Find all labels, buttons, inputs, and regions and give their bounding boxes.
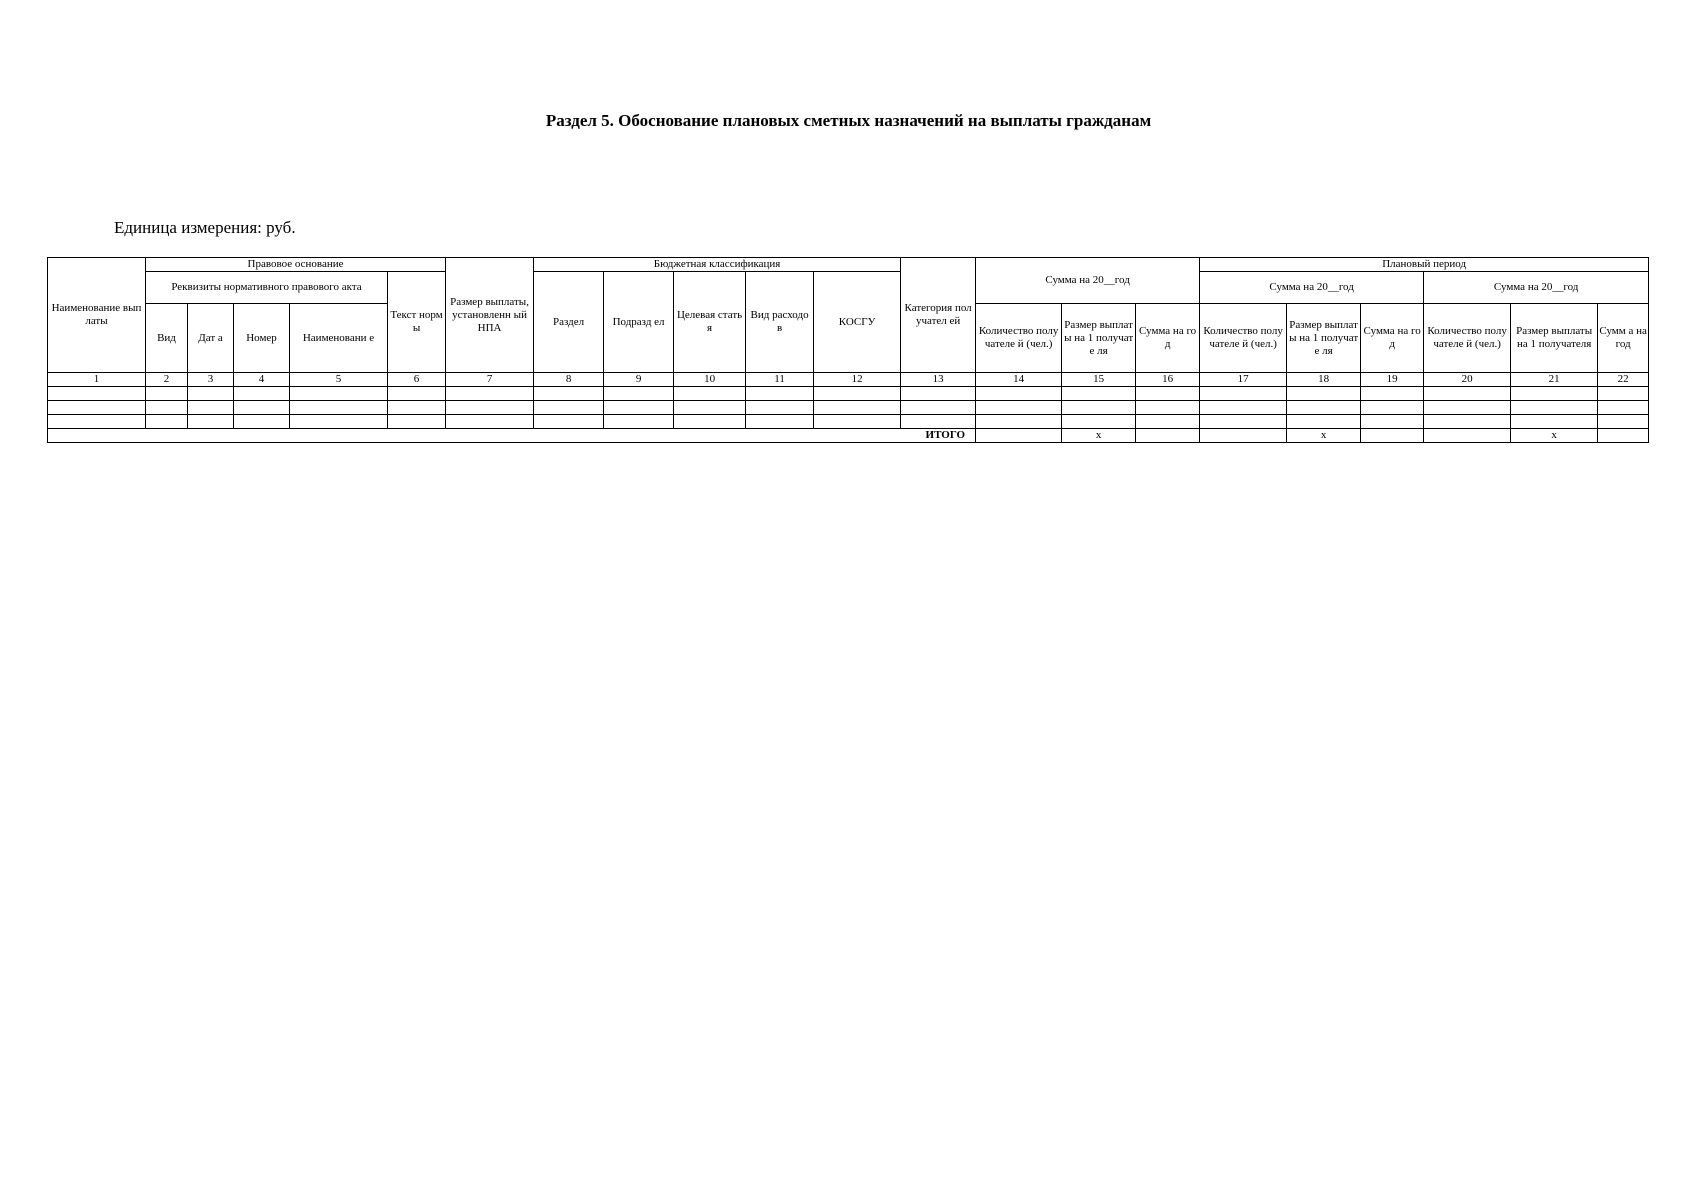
table-cell — [234, 415, 290, 429]
column-number: 2 — [146, 373, 188, 387]
header-payment-amount: Размер выплаты, установленн ый НПА — [446, 258, 534, 373]
column-number: 19 — [1361, 373, 1424, 387]
table-cell — [814, 401, 901, 415]
header-year-sum-1: Сумма на год — [1136, 304, 1200, 373]
column-number: 3 — [188, 373, 234, 387]
table-cell — [604, 401, 674, 415]
total-cell: x — [1062, 429, 1136, 443]
table-cell — [901, 401, 976, 415]
header-kind: Вид — [146, 304, 188, 373]
column-number: 7 — [446, 373, 534, 387]
table-cell — [234, 387, 290, 401]
table-cell — [48, 415, 146, 429]
table-cell — [388, 401, 446, 415]
header-row-2 — [48, 272, 1649, 304]
header-recipients-count-3: Количество получателе й (чел.) — [1424, 304, 1511, 373]
column-number: 8 — [534, 373, 604, 387]
table-cell — [1062, 415, 1136, 429]
total-cell — [1200, 429, 1287, 443]
column-number: 13 — [901, 373, 976, 387]
table-cell — [604, 415, 674, 429]
table-cell — [1598, 387, 1649, 401]
header-recipient-category: Категория получател ей — [901, 258, 976, 373]
table-cell — [290, 415, 388, 429]
table-cell — [1598, 415, 1649, 429]
column-number: 15 — [1062, 373, 1136, 387]
table-cell — [290, 401, 388, 415]
column-number: 20 — [1424, 373, 1511, 387]
table-cell — [1511, 415, 1598, 429]
header-sum-year-3: Сумма на 20__год — [1424, 272, 1649, 304]
table-cell — [746, 387, 814, 401]
table-cell — [1136, 415, 1200, 429]
table-cell — [290, 387, 388, 401]
column-number: 16 — [1136, 373, 1200, 387]
total-cell — [1424, 429, 1511, 443]
header-planned-period: Плановый период — [1200, 258, 1649, 272]
column-number: 14 — [976, 373, 1062, 387]
table-cell — [146, 401, 188, 415]
table-cell — [1136, 387, 1200, 401]
header-section: Раздел — [534, 272, 604, 373]
header-recipients-count-2: Количество получателе й (чел.) — [1200, 304, 1287, 373]
table-cell — [674, 387, 746, 401]
table-cell — [976, 387, 1062, 401]
table-cell — [1287, 401, 1361, 415]
table-cell — [188, 401, 234, 415]
column-numbers-row — [48, 373, 1649, 387]
table-cell — [901, 387, 976, 401]
table-cell — [1424, 401, 1511, 415]
header-year-sum-2: Сумма на год — [1361, 304, 1424, 373]
header-payment-name: Наименование выплаты — [48, 258, 146, 373]
header-act-name: Наименовани е — [290, 304, 388, 373]
header-act-details: Реквизиты нормативного правового акта — [146, 272, 388, 304]
table-cell — [1200, 401, 1287, 415]
table-cell — [1361, 387, 1424, 401]
table-cell — [1200, 387, 1287, 401]
measurement-unit: Единица измерения: руб. — [114, 218, 296, 237]
table-cell — [1062, 401, 1136, 415]
header-per-recipient-1: Размер выплаты на 1 получате ля — [1062, 304, 1136, 373]
table-cell — [1361, 401, 1424, 415]
table-cell — [604, 387, 674, 401]
total-label: ИТОГО — [48, 429, 976, 443]
total-cell — [976, 429, 1062, 443]
table-cell — [234, 401, 290, 415]
header-date: Дат а — [188, 304, 234, 373]
section-title: Раздел 5. Обоснование плановых сметных назначений на выплаты гражданам — [545, 111, 1152, 130]
table-cell — [1511, 387, 1598, 401]
column-number: 21 — [1511, 373, 1598, 387]
column-number: 1 — [48, 373, 146, 387]
column-number: 17 — [1200, 373, 1287, 387]
header-per-recipient-2: Размер выплаты на 1 получате ля — [1287, 304, 1361, 373]
header-subsection: Подразд ел — [604, 272, 674, 373]
header-number: Номер — [234, 304, 290, 373]
table-cell — [188, 387, 234, 401]
table-cell — [1287, 415, 1361, 429]
header-legal-basis: Правовое основание — [146, 258, 446, 272]
total-cell — [1361, 429, 1424, 443]
table-cell — [814, 387, 901, 401]
header-sum-current-year: Сумма на 20__год — [976, 258, 1200, 304]
column-number: 22 — [1598, 373, 1649, 387]
header-sum-year-2: Сумма на 20__год — [1200, 272, 1424, 304]
table-cell — [48, 387, 146, 401]
table-cell — [901, 415, 976, 429]
column-number: 12 — [814, 373, 901, 387]
table-cell — [976, 401, 1062, 415]
table-cell — [746, 401, 814, 415]
table-cell — [446, 387, 534, 401]
column-number: 4 — [234, 373, 290, 387]
table-cell — [388, 387, 446, 401]
table-cell — [146, 387, 188, 401]
payments-justification-table — [47, 257, 1649, 443]
table-row — [48, 415, 1649, 429]
table-cell — [446, 401, 534, 415]
table-cell — [48, 401, 146, 415]
column-number: 10 — [674, 373, 746, 387]
table-cell — [1287, 387, 1361, 401]
table-cell — [674, 401, 746, 415]
table-cell — [1136, 401, 1200, 415]
total-cell: x — [1511, 429, 1598, 443]
table-cell — [814, 415, 901, 429]
column-number: 6 — [388, 373, 446, 387]
header-norm-text: Текст нормы — [388, 272, 446, 373]
header-per-recipient-3: Размер выплаты на 1 получателя — [1511, 304, 1598, 373]
table-row — [48, 387, 1649, 401]
header-recipients-count-1: Количество получателе й (чел.) — [976, 304, 1062, 373]
total-cell — [1136, 429, 1200, 443]
table-cell — [534, 387, 604, 401]
header-kosgu: КОСГУ — [814, 272, 901, 373]
table-cell — [1361, 415, 1424, 429]
table-cell — [1511, 401, 1598, 415]
table-cell — [534, 415, 604, 429]
column-number: 11 — [746, 373, 814, 387]
header-year-sum-3: Сумм а на год — [1598, 304, 1649, 373]
header-row-1 — [48, 258, 1649, 272]
table-cell — [1424, 415, 1511, 429]
table-cell — [446, 415, 534, 429]
table-cell — [146, 415, 188, 429]
table-cell — [1200, 415, 1287, 429]
total-cell — [1598, 429, 1649, 443]
header-target-item: Целевая статья — [674, 272, 746, 373]
table-row — [48, 401, 1649, 415]
table-cell — [1424, 387, 1511, 401]
table-cell — [976, 415, 1062, 429]
header-expense-type: Вид расходо в — [746, 272, 814, 373]
column-number: 5 — [290, 373, 388, 387]
table-cell — [534, 401, 604, 415]
table-cell — [746, 415, 814, 429]
table-cell — [1062, 387, 1136, 401]
column-number: 9 — [604, 373, 674, 387]
total-cell: x — [1287, 429, 1361, 443]
table-cell — [674, 415, 746, 429]
table-cell — [1598, 401, 1649, 415]
header-budget-classification: Бюджетная классификация — [534, 258, 901, 272]
table-cell — [188, 415, 234, 429]
column-number: 18 — [1287, 373, 1361, 387]
total-row — [48, 429, 1649, 443]
table-cell — [388, 415, 446, 429]
